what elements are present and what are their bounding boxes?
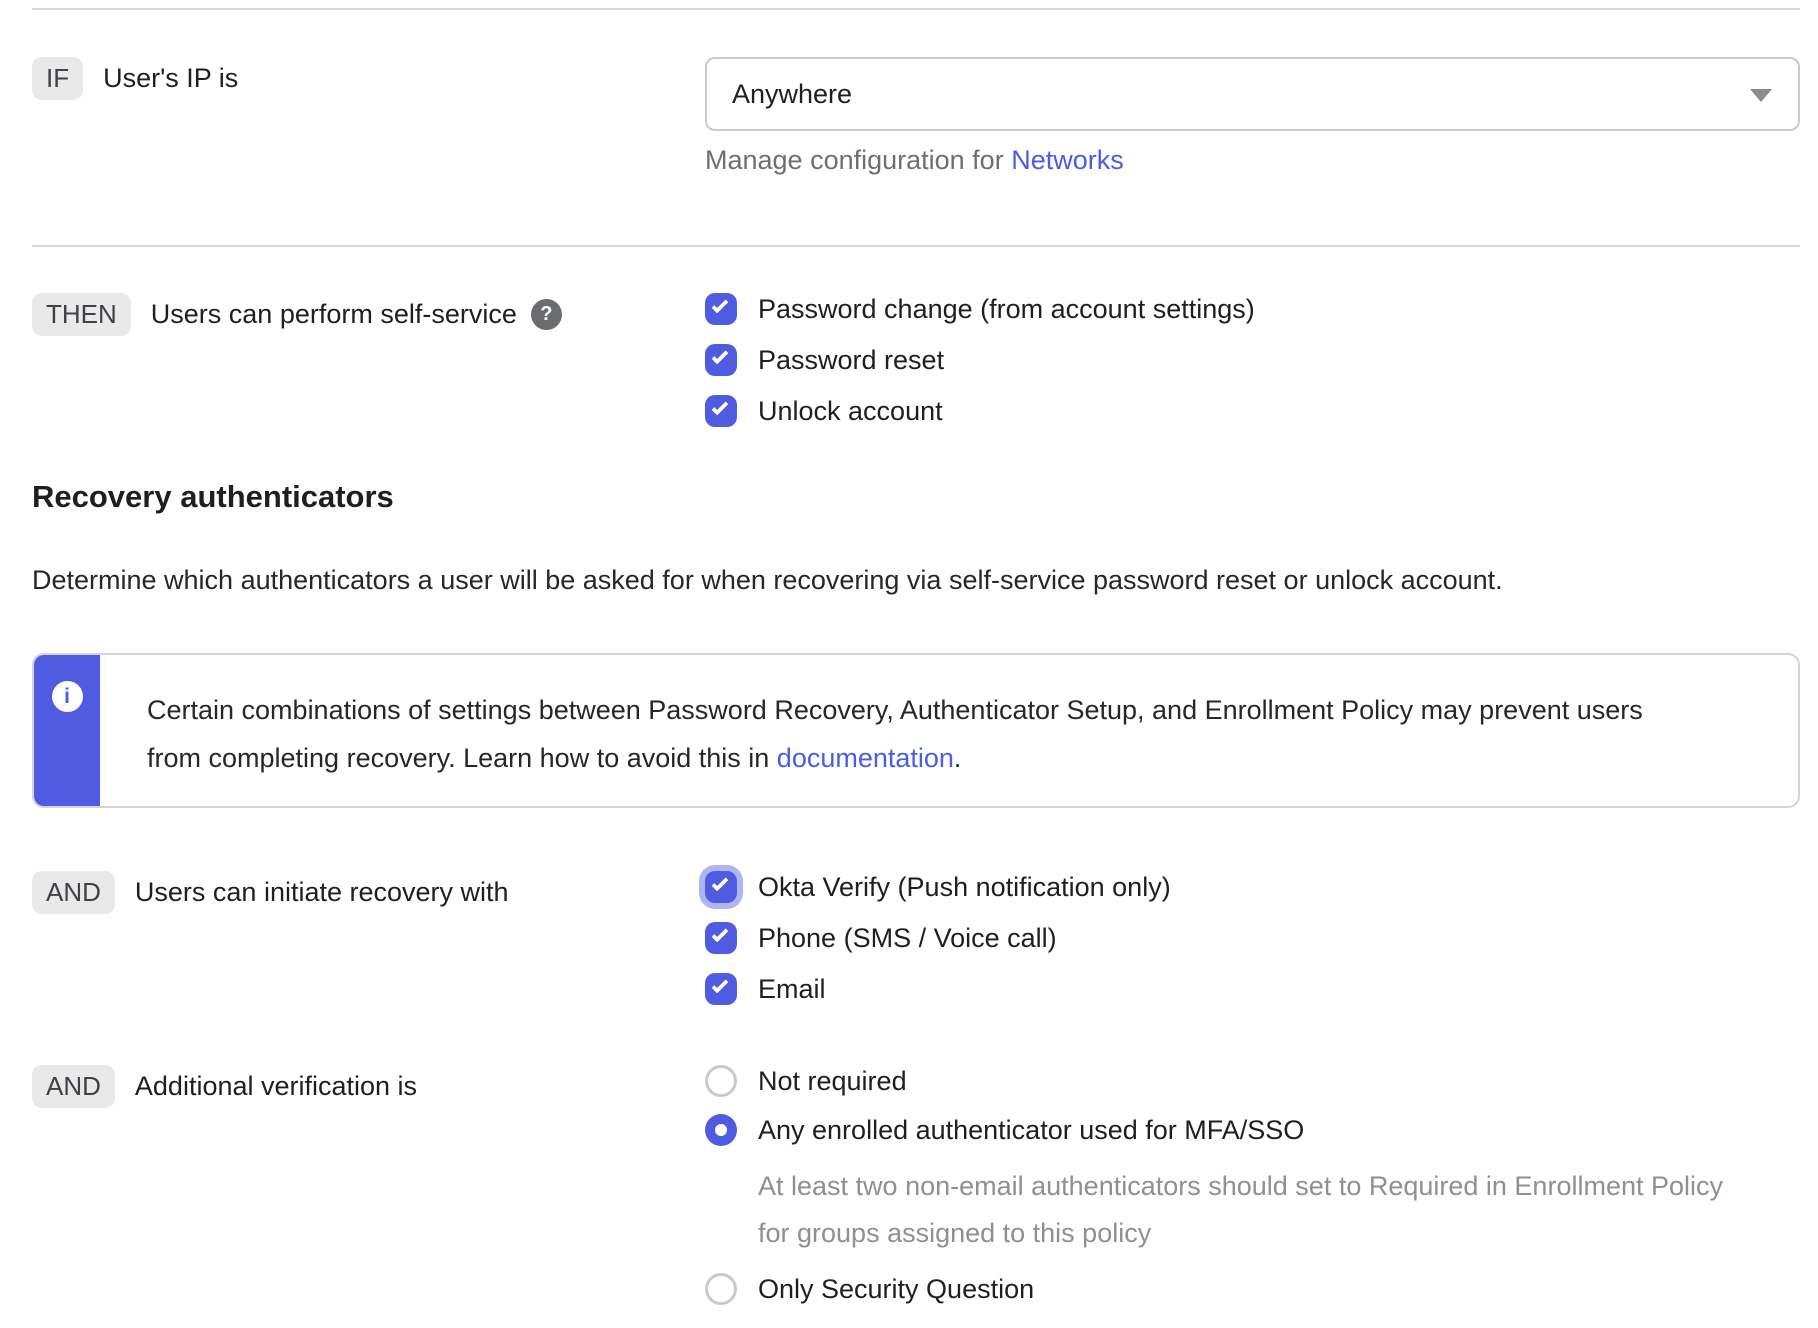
- if-rule-label: User's IP is: [103, 63, 239, 93]
- and-recovery-label-group: [32, 871, 705, 914]
- checkbox-row-password-change: [705, 293, 1800, 325]
- checkbox-label: Password reset: [758, 344, 945, 375]
- verification-radio-group: [705, 1065, 1800, 1322]
- checkmark-icon: [712, 977, 729, 994]
- and-badge: AND: [32, 871, 115, 914]
- then-rule-label: Users can perform self-service: [150, 299, 517, 329]
- self-service-checkbox-group: [705, 293, 1800, 427]
- radio-row-not-required: [705, 1065, 1800, 1097]
- and-verification-label: Additional verification is: [134, 1071, 418, 1101]
- radio-label: Not required: [758, 1065, 907, 1096]
- chevron-down-icon: [1750, 89, 1772, 102]
- section-divider: [32, 245, 1800, 247]
- checkbox-email[interactable]: [705, 973, 737, 1005]
- if-rule-row: [32, 57, 1800, 176]
- checkbox-row-password-reset: [705, 344, 1800, 376]
- checkbox-unlock-account[interactable]: [705, 395, 737, 427]
- checkbox-label: Okta Verify (Push notification only): [758, 871, 1171, 902]
- radio-any-enrolled-authenticator[interactable]: [705, 1114, 737, 1146]
- checkbox-label: Password change (from account settings): [758, 293, 1255, 324]
- section-divider: [32, 8, 1800, 10]
- checkmark-icon: [712, 348, 729, 365]
- recovery-authenticators-description: Determine which authenticators a user will be asked for when recovering via self-service password reset or unlock account.: [32, 565, 1503, 595]
- info-icon: i: [52, 681, 83, 712]
- checkbox-label: Email: [758, 973, 826, 1004]
- and-recovery-label: Users can initiate recovery with: [134, 877, 509, 907]
- checkbox-label: Unlock account: [758, 395, 943, 426]
- radio-label: Any enrolled authenticator used for MFA/SSO: [758, 1114, 1305, 1145]
- radio-row-only-security-question: [705, 1273, 1800, 1305]
- network-select[interactable]: [705, 57, 1800, 131]
- manage-configuration-line: [705, 145, 1800, 176]
- if-rule-label-group: [32, 57, 705, 100]
- radio-helper-text: At least two non-email authenticators should set to Required in Enrollment Policy for groups assigned to this policy: [758, 1171, 1723, 1248]
- checkbox-phone[interactable]: [705, 922, 737, 954]
- info-callout-text: [100, 655, 1740, 806]
- checkmark-icon: [712, 399, 729, 416]
- question-mark-icon[interactable]: ?: [531, 299, 562, 330]
- checkmark-icon: [712, 297, 729, 314]
- network-select-value: Anywhere: [732, 78, 853, 109]
- and-badge: AND: [32, 1065, 115, 1108]
- radio-only-security-question[interactable]: [705, 1273, 737, 1305]
- checkbox-password-reset[interactable]: [705, 344, 737, 376]
- and-verification-label-group: [32, 1065, 705, 1108]
- info-callout-accent-bar: [34, 655, 100, 806]
- checkbox-row-email: [705, 973, 1800, 1005]
- and-recovery-rule-row: [32, 871, 1800, 1005]
- info-callout: [32, 653, 1800, 808]
- checkmark-icon: [712, 875, 729, 892]
- checkbox-okta-verify[interactable]: [705, 871, 737, 903]
- checkbox-label: Phone (SMS / Voice call): [758, 922, 1057, 953]
- policy-rule-form: [0, 8, 1818, 1322]
- info-callout-text-before: Certain combinations of settings between Password Recovery, Authenticator Setup, and Enrollment Policy may prevent users from completing recovery. Learn how to avoid this in: [147, 695, 1643, 773]
- then-rule-label-group: [32, 293, 705, 336]
- and-verification-rule-row: [32, 1065, 1800, 1322]
- radio-row-any-enrolled: [705, 1114, 1800, 1146]
- radio-not-required[interactable]: [705, 1065, 737, 1097]
- checkmark-icon: [712, 926, 729, 943]
- if-rule-controls: [705, 57, 1800, 176]
- checkbox-password-change[interactable]: [705, 293, 737, 325]
- checkbox-row-unlock-account: [705, 395, 1800, 427]
- recovery-checkbox-group: [705, 871, 1800, 1005]
- networks-link[interactable]: Networks: [1011, 145, 1124, 175]
- radio-label: Only Security Question: [758, 1273, 1035, 1304]
- checkbox-row-okta-verify: [705, 871, 1800, 903]
- checkbox-row-phone: [705, 922, 1800, 954]
- documentation-link[interactable]: documentation: [776, 743, 954, 773]
- info-callout-text-after: .: [953, 743, 962, 773]
- if-badge: IF: [32, 57, 83, 100]
- manage-configuration-text: Manage configuration for: [705, 145, 1012, 175]
- then-badge: THEN: [32, 293, 131, 336]
- then-rule-row: [32, 293, 1800, 427]
- recovery-authenticators-heading: Recovery authenticators: [32, 479, 394, 514]
